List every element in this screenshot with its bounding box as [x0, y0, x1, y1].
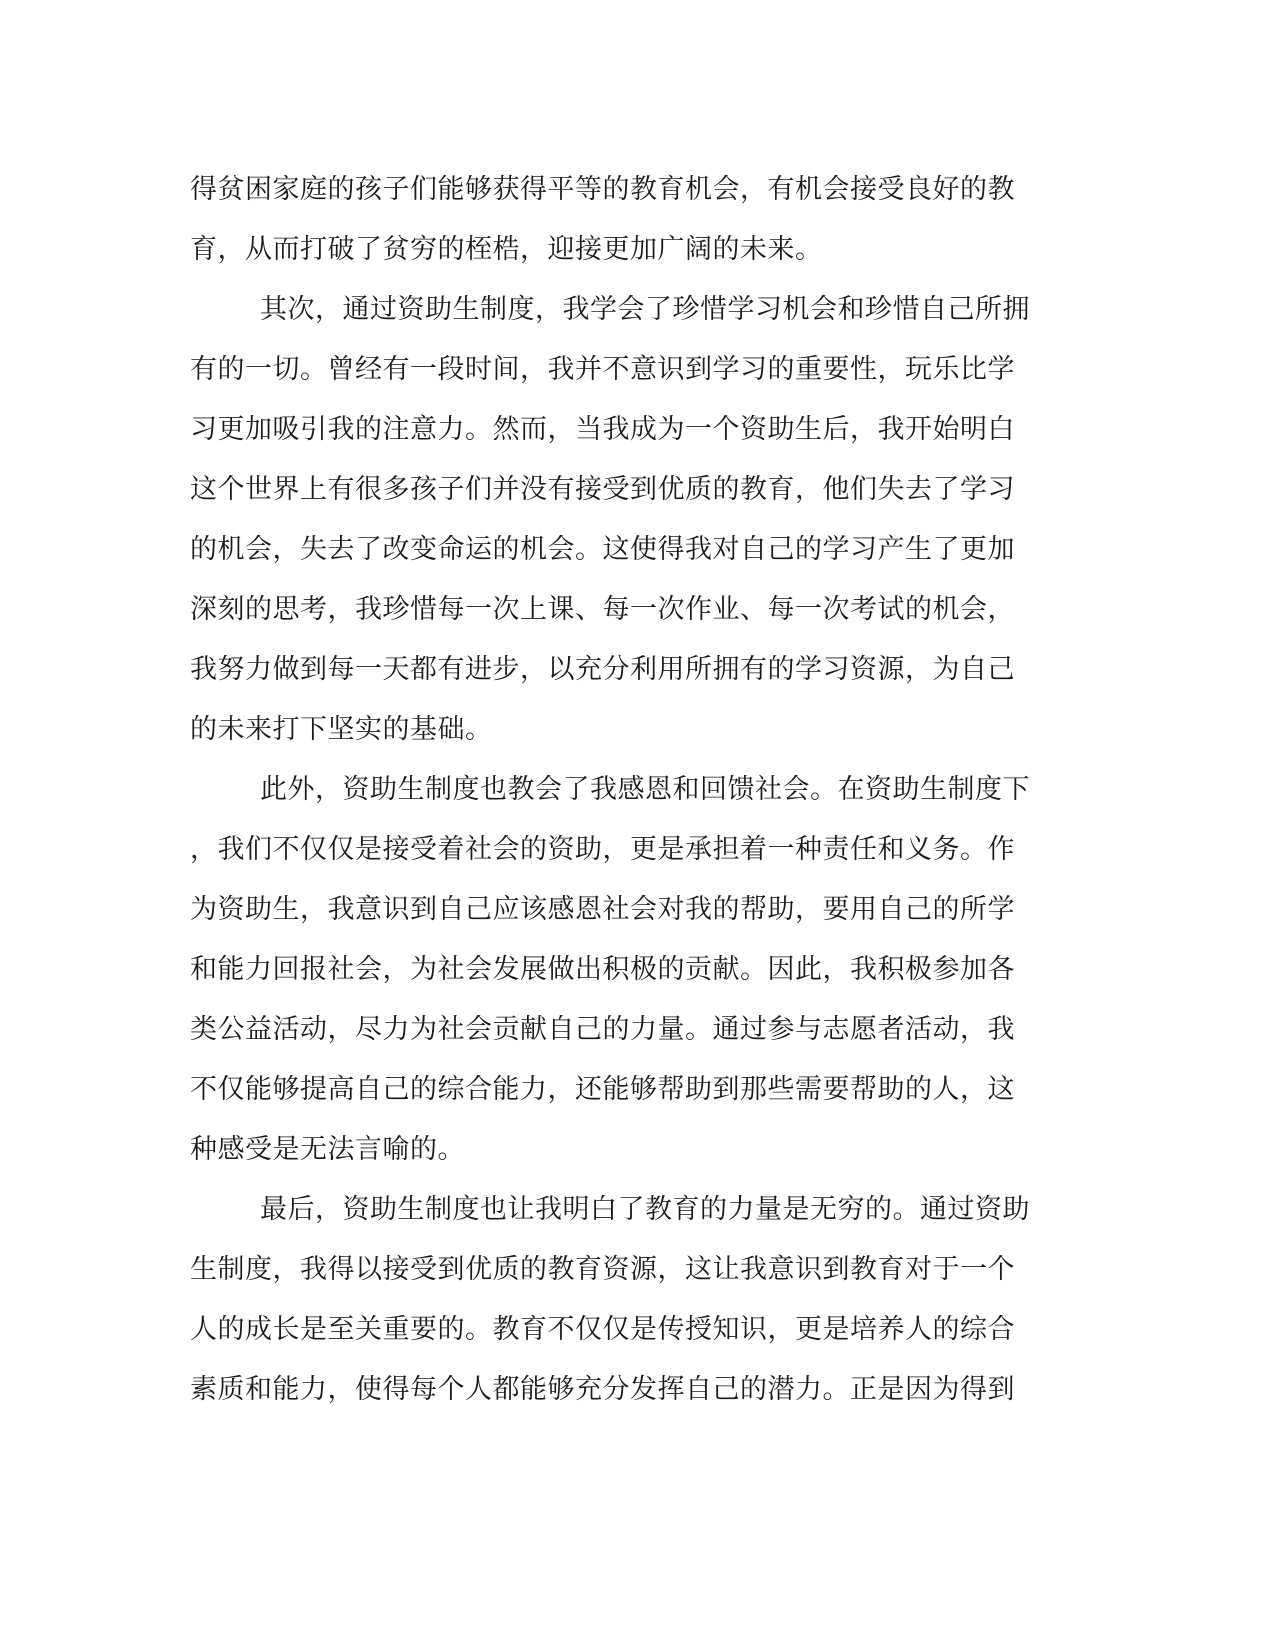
text-line: 得贫困家庭的孩子们能够获得平等的教育机会，有机会接受良好的教: [190, 174, 1015, 205]
paragraph-start-line: 此外，资助生制度也教会了我感恩和回馈社会。在资助生制度下: [260, 774, 1030, 805]
text-line: 的机会，失去了改变命运的机会。这使得我对自己的学习产生了更加: [190, 534, 1015, 565]
text-line: 深刻的思考，我珍惜每一次上课、每一次作业、每一次考试的机会，: [190, 594, 1015, 625]
text-line: 我努力做到每一天都有进步，以充分利用所拥有的学习资源，为自己: [190, 654, 1015, 685]
text-line: 育，从而打破了贫穷的桎梏，迎接更加广阔的未来。: [190, 234, 823, 265]
text-line: 为资助生，我意识到自己应该感恩社会对我的帮助，要用自己的所学: [190, 894, 1015, 925]
text-line: 和能力回报社会，为社会发展做出积极的贡献。因此，我积极参加各: [190, 954, 1015, 985]
text-line: 种感受是无法言喻的。: [190, 1134, 465, 1165]
text-line: 的未来打下坚实的基础。: [190, 714, 493, 745]
text-line: 人的成长是至关重要的。教育不仅仅是传授知识，更是培养人的综合: [190, 1314, 1015, 1345]
text-line: 素质和能力，使得每个人都能够充分发挥自己的潜力。正是因为得到: [190, 1374, 1015, 1405]
text-line: 类公益活动，尽力为社会贡献自己的力量。通过参与志愿者活动，我: [190, 1014, 1015, 1045]
text-line: ，我们不仅仅是接受着社会的资助，更是承担着一种责任和义务。作: [190, 834, 1015, 865]
paragraph-start-line: 最后，资助生制度也让我明白了教育的力量是无穷的。通过资助: [260, 1194, 1030, 1225]
document-body: [190, 160, 1090, 1420]
paragraph-start-line: 其次，通过资助生制度，我学会了珍惜学习机会和珍惜自己所拥: [260, 294, 1030, 325]
text-line: 习更加吸引我的注意力。然而，当我成为一个资助生后，我开始明白: [190, 414, 1015, 445]
text-line: 这个世界上有很多孩子们并没有接受到优质的教育，他们失去了学习: [190, 474, 1015, 505]
text-line: 有的一切。曾经有一段时间，我并不意识到学习的重要性，玩乐比学: [190, 354, 1015, 385]
text-line: 不仅能够提高自己的综合能力，还能够帮助到那些需要帮助的人，这: [190, 1074, 1015, 1105]
text-line: 生制度，我得以接受到优质的教育资源，这让我意识到教育对于一个: [190, 1254, 1015, 1285]
